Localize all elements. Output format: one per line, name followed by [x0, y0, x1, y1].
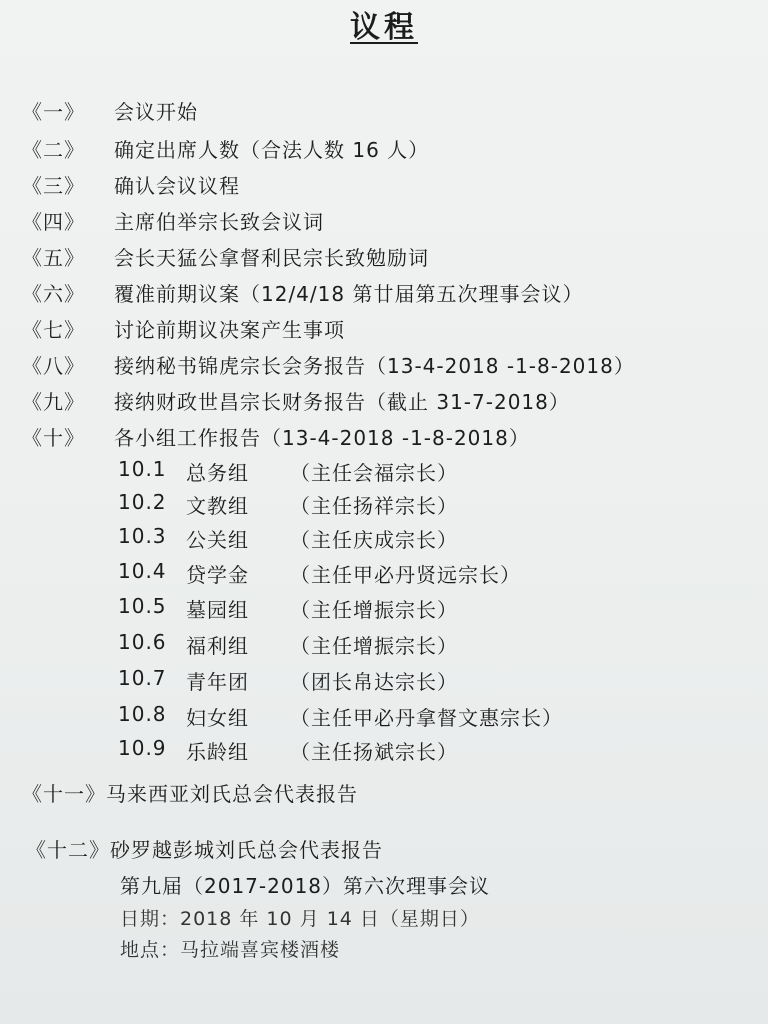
- agenda-number: 《十》: [22, 426, 85, 450]
- subitem-chair: （团长帛达宗长）: [290, 670, 458, 694]
- subitem-chair: （主任扬斌宗长）: [290, 740, 458, 764]
- agenda-text: 讨论前期议决案产生事项: [114, 318, 345, 342]
- agenda-text: 会议开始: [114, 100, 198, 124]
- subitem-group: 文教组: [186, 494, 249, 518]
- subitem-group: 总务组: [186, 461, 249, 485]
- agenda-number: 《八》: [22, 354, 85, 378]
- agenda-text: 主席伯举宗长致会议词: [114, 210, 324, 234]
- agenda-number: 《六》: [22, 282, 85, 306]
- agenda-text: 确定出席人数（合法人数 16 人）: [114, 138, 430, 162]
- title-text: 议程: [350, 10, 418, 45]
- agenda-text: 接纳财政世昌宗长财务报告（截止 31-7-2018）: [114, 390, 570, 414]
- agenda-text: 各小组工作报告（13-4-2018 -1-8-2018）: [114, 426, 530, 450]
- subitem-chair: （主任甲必丹拿督文惠宗长）: [290, 706, 563, 730]
- subitem-number: 10.9: [118, 736, 167, 760]
- agenda-number: 《五》: [22, 246, 85, 270]
- subitem-number: 10.2: [118, 490, 167, 514]
- subitem-number: 10.5: [118, 594, 167, 618]
- subitem-group: 乐龄组: [186, 740, 249, 764]
- subitem-chair: （主任甲必丹贤远宗长）: [290, 563, 521, 587]
- subitem-number: 10.6: [118, 630, 167, 654]
- agenda-number: 《九》: [22, 390, 85, 414]
- subitem-chair: （主任会福宗长）: [290, 461, 458, 485]
- subitem-group: 公关组: [186, 528, 249, 552]
- agenda-number: 《三》: [22, 174, 85, 198]
- subitem-number: 10.8: [118, 702, 167, 726]
- agenda-text: 接纳秘书锦虎宗长会务报告（13-4-2018 -1-8-2018）: [114, 354, 635, 378]
- agenda-item-12: 《十二》砂罗越彭城刘氏总会代表报告: [26, 838, 383, 862]
- agenda-number: 《七》: [22, 318, 85, 342]
- agenda-text: 会长天猛公拿督利民宗长致勉励词: [114, 246, 429, 270]
- subitem-group: 妇女组: [186, 706, 249, 730]
- subitem-group: 墓园组: [186, 598, 249, 622]
- agenda-number: 《二》: [22, 138, 85, 162]
- subitem-number: 10.3: [118, 524, 167, 548]
- subitem-number: 10.4: [118, 559, 167, 583]
- subitem-chair: （主任增振宗长）: [290, 598, 458, 622]
- agenda-item-11: 《十一》马来西亚刘氏总会代表报告: [22, 782, 358, 806]
- subitem-chair: （主任增振宗长）: [290, 634, 458, 658]
- subitem-chair: （主任扬祥宗长）: [290, 494, 458, 518]
- subitem-number: 10.7: [118, 666, 167, 690]
- subitem-group: 贷学金: [186, 563, 249, 587]
- agenda-text: 确认会议议程: [114, 174, 240, 198]
- subitem-chair: （主任庆成宗长）: [290, 528, 458, 552]
- meeting-date: 日期：2018 年 10 月 14 日（星期日）: [120, 908, 480, 930]
- subitem-group: 青年团: [186, 670, 249, 694]
- meeting-venue: 地点：马拉端喜宾楼酒楼: [120, 939, 341, 961]
- subitem-group: 福利组: [186, 634, 249, 658]
- subitem-number: 10.1: [118, 457, 167, 481]
- agenda-number: 《四》: [22, 210, 85, 234]
- agenda-number: 《一》: [22, 100, 85, 124]
- agenda-text: 覆准前期议案（12/4/18 第廿届第五次理事会议）: [114, 282, 584, 306]
- meeting-name: 第九届（2017-2018）第六次理事会议: [120, 874, 491, 898]
- document-title: [0, 2, 768, 46]
